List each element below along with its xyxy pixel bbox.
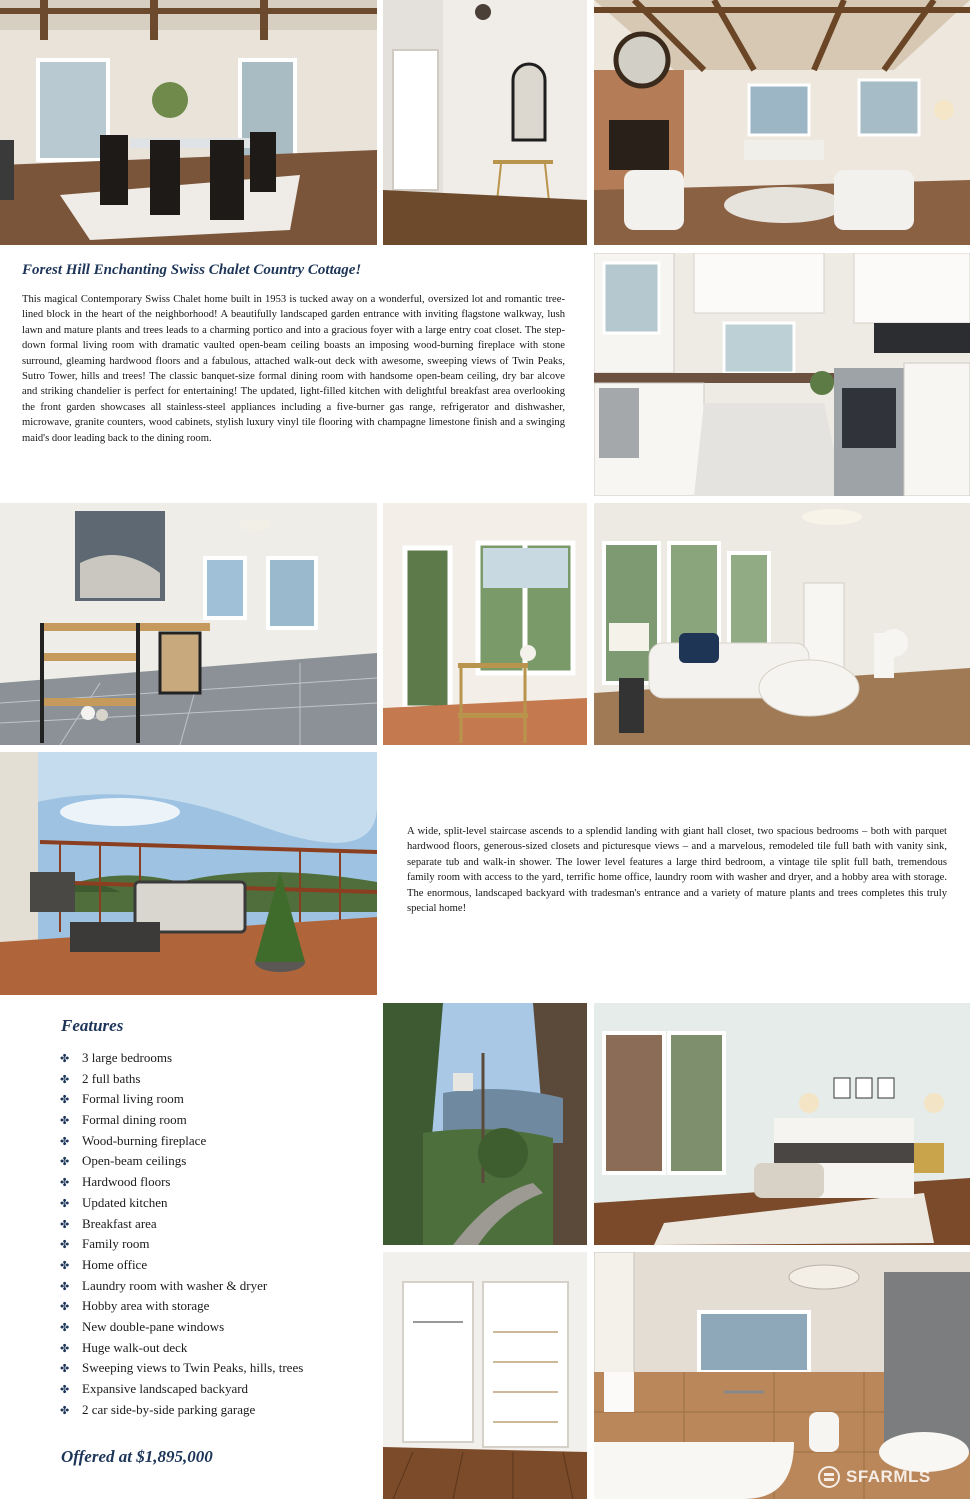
photo-street-view bbox=[383, 1003, 587, 1245]
feature-item: ✤ Sweeping views to Twin Peaks, hills, trees bbox=[60, 1358, 360, 1379]
listing-headline: Forest Hill Enchanting Swiss Chalet Country Cottage! bbox=[22, 262, 362, 278]
intro-paragraph: This magical Contemporary Swiss Chalet home built in 1953 is tucked away on a wonderful, oversized lot and romantic tree-lined block in the heart of the neighborhood! A beautifully landscaped garden entrance with inviting flagstone walkway, lush lawn and mature plants and trees leads to a charming portico and into a gracious foyer with a large entry coat closet. The step-down formal living room with dramatic vaulted open-beam ceiling boasts an imposing wood-burning fireplace with stone surround, gleaming hardwood floors and a fabulous, attached walk-out deck with awesome, sweeping views of Twin Peaks, Sutro Tower, hills and trees! The classic banquet-size formal dining room with handsome open-beam ceiling, dry bar alcove and striking chandelier is perfect for entertaining! The updated, light-filled kitchen with delightful breakfast area overlooking the front garden showcases all stainless-steel appliances including a five-burner gas range, refrigerator and dishwasher, microwave, granite counters, wood cabinets, stylish luxury vinyl tile flooring with champagne limestone finish and a swinging maid's door leading back to the dining room. bbox=[22, 294, 565, 444]
upper-lower-level-paragraph: A wide, split-level staircase ascends to a splendid landing with giant hall closet, two spacious bedrooms – both with parquet hardwood floors, generous-sized closets and picturesque views – and a marvelous, remodeled tile full bath with vanity sink, separate tub and walk-in shower. The lower level features a large third bedroom, a vintage tile split full bath, tremendous family room with access to the yard, terrific home office, laundry room with washer and dryer, and a hobby area with storage. The enormous, landscaped backyard with tradesman's entrance and a variety of mature plants and trees completes this truly special home! bbox=[407, 826, 947, 915]
photo-entry-foyer bbox=[383, 0, 587, 245]
feature-item: ✤ 3 large bedrooms bbox=[60, 1048, 360, 1069]
feature-item: ✤ 2 car side-by-side parking garage bbox=[60, 1400, 360, 1421]
photo-primary-bedroom bbox=[594, 1003, 970, 1245]
photo-dining-room bbox=[0, 0, 377, 245]
flower-bullet-icon: ✤ bbox=[60, 1156, 70, 1169]
sfarmls-watermark: SFARMLS bbox=[818, 1462, 968, 1492]
offer-price: Offered at $1,895,000 bbox=[61, 1447, 213, 1466]
flower-bullet-icon: ✤ bbox=[60, 1404, 70, 1417]
flower-bullet-icon: ✤ bbox=[60, 1363, 70, 1376]
flower-bullet-icon: ✤ bbox=[60, 1280, 70, 1293]
feature-item: ✤ Expansive landscaped backyard bbox=[60, 1379, 360, 1400]
flower-bullet-icon: ✤ bbox=[60, 1321, 70, 1334]
feature-item: ✤ 2 full baths bbox=[60, 1069, 360, 1090]
feature-item: ✤ New double-pane windows bbox=[60, 1317, 360, 1338]
flower-bullet-icon: ✤ bbox=[60, 1177, 70, 1190]
flower-bullet-icon: ✤ bbox=[60, 1218, 70, 1231]
feature-item: ✤ Family room bbox=[60, 1234, 360, 1255]
feature-item: ✤ Hobby area with storage bbox=[60, 1296, 360, 1317]
flower-bullet-icon: ✤ bbox=[60, 1053, 70, 1065]
feature-item: ✤ Laundry room with washer & dryer bbox=[60, 1276, 360, 1297]
photo-family-room bbox=[594, 503, 970, 745]
flower-bullet-icon: ✤ bbox=[60, 1301, 70, 1314]
flower-bullet-icon: ✤ bbox=[60, 1115, 70, 1128]
photo-hall-closet bbox=[383, 1252, 587, 1499]
flower-bullet-icon: ✤ bbox=[60, 1197, 70, 1210]
photo-sunroom-corner bbox=[383, 503, 587, 745]
flower-bullet-icon: ✤ bbox=[60, 1342, 70, 1355]
sfarmls-logo-icon bbox=[818, 1466, 840, 1488]
photo-breakfast-area bbox=[0, 503, 377, 745]
photo-walkout-deck bbox=[0, 752, 377, 995]
flower-bullet-icon: ✤ bbox=[60, 1094, 70, 1107]
feature-item: ✤ Hardwood floors bbox=[60, 1172, 360, 1193]
feature-item: ✤ Breakfast area bbox=[60, 1214, 360, 1235]
feature-item: ✤ Formal dining room bbox=[60, 1110, 360, 1131]
flower-bullet-icon: ✤ bbox=[60, 1135, 70, 1148]
features-title: Features bbox=[61, 1016, 124, 1035]
flower-bullet-icon: ✤ bbox=[60, 1239, 70, 1252]
feature-item: ✤ Formal living room bbox=[60, 1089, 360, 1110]
feature-item: ✤ Huge walk-out deck bbox=[60, 1338, 360, 1359]
features-list bbox=[60, 1048, 360, 1420]
flower-bullet-icon: ✤ bbox=[60, 1384, 70, 1396]
feature-item: ✤ Home office bbox=[60, 1255, 360, 1276]
feature-item: ✤ Updated kitchen bbox=[60, 1193, 360, 1214]
photo-living-room bbox=[594, 0, 970, 245]
flower-bullet-icon: ✤ bbox=[60, 1073, 70, 1086]
feature-item: ✤ Open-beam ceilings bbox=[60, 1151, 360, 1172]
flower-bullet-icon: ✤ bbox=[60, 1259, 70, 1272]
feature-item: ✤ Wood-burning fireplace bbox=[60, 1131, 360, 1152]
photo-kitchen bbox=[594, 253, 970, 496]
